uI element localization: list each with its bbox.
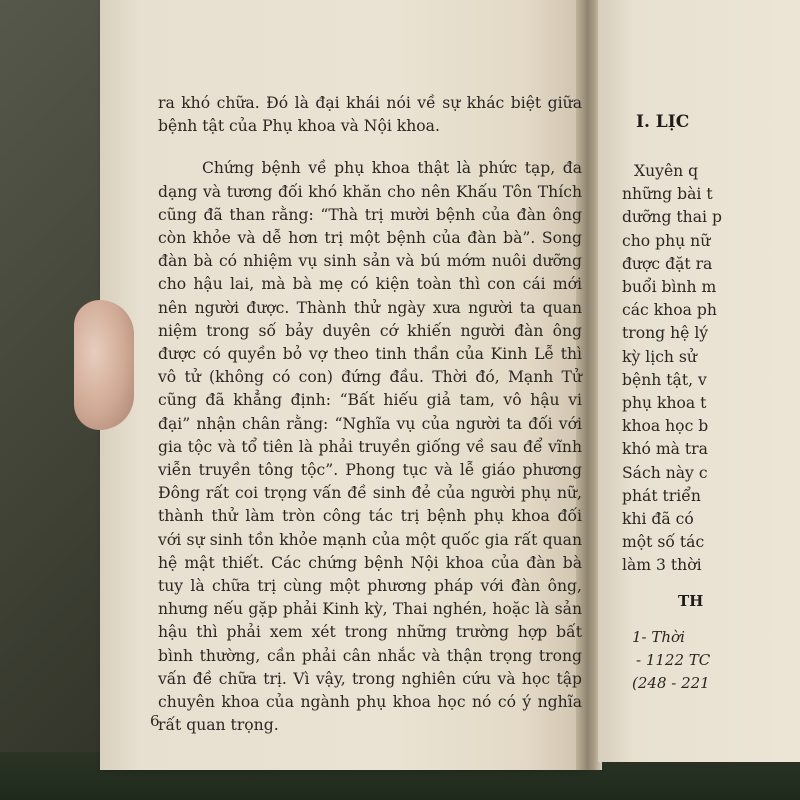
text-line: phát triển (622, 486, 701, 505)
text-line: buổi bình m (622, 278, 717, 297)
text-line: một số tác (622, 533, 705, 552)
left-page-body (158, 92, 582, 737)
thumb (74, 300, 134, 430)
text-line: kỳ lịch sử (622, 347, 697, 366)
period-line: 1- Thời (632, 628, 685, 646)
paragraph: ra khó chữa. Đó là đại khái nói về sự khác biệt giữa bệnh tật của Phụ khoa và Nội khoa. (158, 94, 582, 136)
period-line: - 1122 TC (636, 651, 711, 669)
text-line: Xuyên q (634, 162, 699, 180)
period-line: (248 - 221 (632, 674, 710, 692)
text-line: bệnh tật, v (622, 370, 707, 389)
text-line: khi đã có (622, 510, 694, 529)
text-line: được đặt ra (622, 254, 713, 273)
text-line: cho phụ nữ (622, 231, 711, 250)
page-number: 6 (150, 712, 160, 730)
text-line: dưỡng thai p (622, 208, 722, 227)
period-list (632, 626, 710, 695)
text-line: làm 3 thời (622, 556, 702, 575)
right-page-text (622, 160, 722, 578)
text-line: phụ khoa t (622, 394, 707, 413)
text-line: khó mà tra (622, 440, 708, 459)
text-line: trong hệ lý (622, 324, 709, 343)
text-line: khoa học b (622, 417, 709, 436)
right-page (598, 0, 800, 762)
subsection-heading: TH (678, 592, 704, 610)
paragraph: Chứng bệnh về phụ khoa thật là phức tạp, đa dạng và tương đối khó khăn cho nên Khấu Tôn Thích cũng đã than rằng: “Thà trị mười bệnh của đàn ông còn khỏe và dễ hơn trị một bệnh của đàn bà”. Song đàn bà có nhiệm vụ sinh sản và bú mớm nuôi dưỡng cho hậu lai, mà bà mẹ có kiện toàn thì con cái mới nên người được. Thành thử ngày xưa người ta quan niệm trong số bảy duyên cớ khiến người đàn ông được có quyền bỏ vợ theo tinh thần của Kinh Lễ thì vô tử (không có con) đứng đầu. Thời đó, Mạnh Tử cũng đã khẳng định: “Bất hiếu giả tam, vô hậu vi đại” nhận chân rằng: “Nghĩa vụ của người ta đối với gia tộc và tổ tiên là phải truyền giống về sau để vĩnh viễn truyền tông tộc”. Phong tục và lễ giáo phương Đông rất coi trọng vấn đề sinh đẻ của người phụ nữ, thành thử làm tròn công tác trị bệnh phụ khoa đối với sự sinh tồn khỏe mạnh của một quốc gia rất quan hệ mật thiết. Các chứng bệnh Nội khoa của đàn bà tuy là chữa trị cùng một phương pháp với đàn ông, nhưng nếu gặp phải Kinh kỳ, Thai nghén, hoặc là sản hậu thì phải xem xét trong những trường hợp bất bình thường, cần phải cân nhắc và thận trọng trong vấn đề chữa trị. Vì vậy, trong nghiên cứu và học tập chuyên khoa của ngành phụ khoa học nó có ý nghĩa rất quan trọng. (158, 159, 582, 735)
section-heading: I. LỊC (636, 112, 690, 132)
text-line: Sách này c (622, 463, 708, 482)
text-line: những bài t (622, 185, 713, 204)
text-line: các khoa ph (622, 301, 717, 320)
